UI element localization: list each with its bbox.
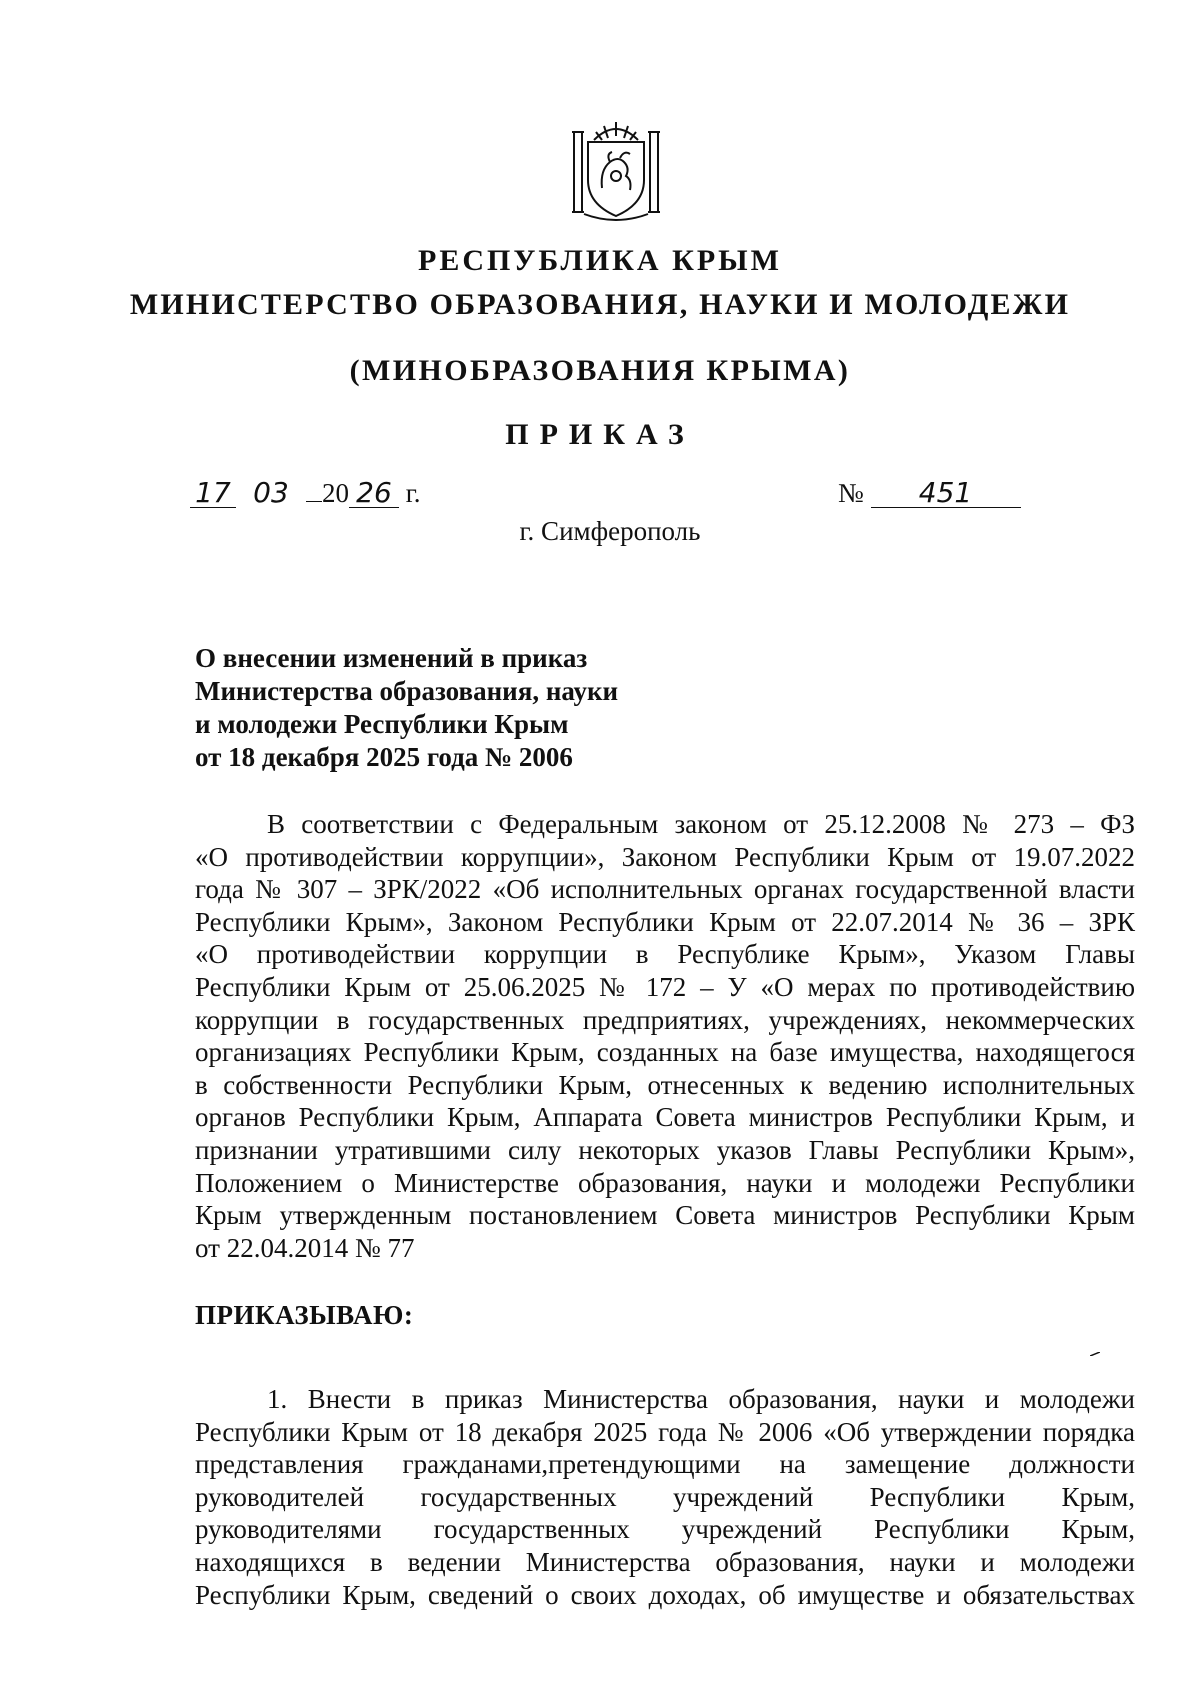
order-subject (195, 642, 618, 774)
year-prefix: 20 (322, 478, 349, 508)
preamble-line: Республики Крым», Законом Республики Крым от 22.07.2014 № 36 – ЗРК (195, 906, 1135, 937)
preamble-line: года № 307 – ЗРК/2022 «Об исполнительных органах государственной власти (195, 874, 1135, 905)
order-date (190, 478, 421, 509)
number-label: № (838, 478, 864, 508)
ministry-heading: МИНИСТЕРСТВО ОБРАЗОВАНИЯ, НАУКИ И МОЛОДЕЖИ (129, 288, 1071, 321)
crimea-coat-of-arms-icon (572, 118, 660, 222)
preamble-line: органов Республики Крым, Аппарата Совета министров Республики Крым, и (195, 1102, 1135, 1133)
preamble-paragraph (195, 808, 1135, 1264)
preamble-line: В соответствии с Федеральным законом от 25.12.2008 № 273 – ФЗ (267, 809, 1135, 839)
preamble-line: Положением о Министерстве образования, науки и молодежи Республики (195, 1167, 1135, 1198)
document-type-heading: ПРИКАЗ (505, 418, 695, 451)
item-1-paragraph (195, 1383, 1135, 1611)
subject-line: и молодежи Республики Крым (195, 709, 569, 739)
pen-mark-icon (1090, 1352, 1100, 1356)
item-line: руководителей государственных учреждений Республики Крым, (195, 1481, 1135, 1512)
preamble-line: Республики Крым от 25.06.2025 № 172 – У «О мерах по противодействию (195, 971, 1135, 1002)
item-line: представления гражданами,претендующими на замещение должности (195, 1449, 1135, 1480)
item-line: Республики Крым от 18 декабря 2025 года № 2006 «Об утверждении порядка (195, 1416, 1135, 1447)
preamble-line: от 22.04.2014 № 77 (195, 1232, 415, 1263)
subject-line: Министерства образования, науки (195, 676, 619, 706)
preamble-line: «О противодействии коррупции», Законом Республики Крым от 19.07.2022 (195, 841, 1135, 872)
item-line: 1. Внести в приказ Министерства образования, науки и молодежи (267, 1384, 1135, 1414)
preamble-line: признании утратившими силу некоторых указов Главы Республики Крым», (195, 1134, 1135, 1165)
preamble-line: организациях Республики Крым, созданных на базе имущества, находящегося (195, 1037, 1135, 1068)
preamble-line: в собственности Республики Крым, отнесенных к ведению исполнительных (195, 1069, 1135, 1100)
directive-heading: ПРИКАЗЫВАЮ: (195, 1300, 414, 1330)
preamble-line: «О противодействии коррупции в Республике Крым», Указом Главы (195, 939, 1135, 970)
preamble-line: коррупции в государственных предприятиях, учреждениях, некоммерческих (195, 1004, 1135, 1035)
date-day: 17 (190, 479, 236, 508)
year-suffix: 26 (349, 479, 399, 508)
republic-heading: РЕСПУБЛИКА КРЫМ (418, 244, 782, 277)
ministry-abbreviation: (МИНОБРАЗОВАНИЯ КРЫМА) (349, 354, 851, 387)
date-month: 03 (253, 476, 289, 509)
item-line: находящихся в ведении Министерства образования, науки и молодежи (195, 1546, 1135, 1577)
year-unit: г. (405, 478, 421, 508)
subject-line: О внесении изменений в приказ (195, 643, 588, 673)
number-value: 451 (871, 479, 1021, 508)
item-line: Республики Крым, сведений о своих доходах, об имуществе и обязательствах (195, 1579, 1135, 1610)
order-number (838, 478, 1021, 509)
city: г. Симферополь (519, 516, 701, 546)
preamble-line: Крым утвержденным постановлением Совета министров Республики Крым (195, 1200, 1135, 1231)
subject-line: от 18 декабря 2025 года № 2006 (195, 742, 573, 772)
item-line: руководителями государственных учреждений Республики Крым, (195, 1514, 1135, 1545)
